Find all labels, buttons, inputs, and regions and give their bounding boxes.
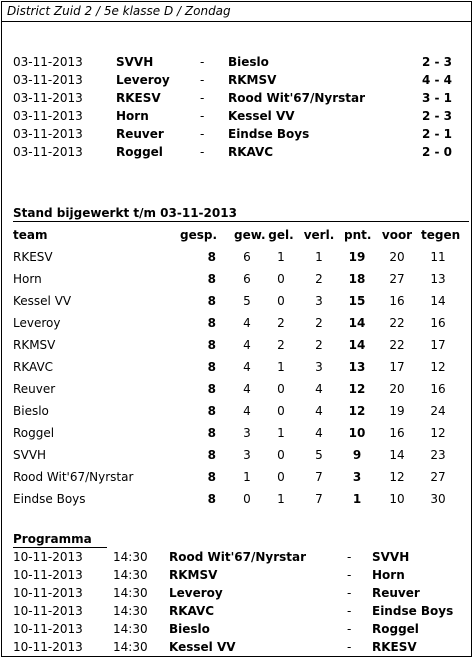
result-home-team: Reuver — [116, 127, 164, 141]
fixture-time: 14:30 — [113, 550, 148, 564]
standings-cell-gesp: 8 — [207, 316, 216, 330]
standings-cell-team: RKESV — [13, 250, 53, 264]
standings-cell-pnt: 12 — [348, 404, 366, 418]
standings-cell-gel: 2 — [277, 316, 285, 330]
standings-cell-tegen: 24 — [430, 404, 446, 418]
standings-row — [2, 380, 471, 398]
column-header-tegen: tegen — [421, 228, 461, 242]
standings-cell-gew: 6 — [243, 250, 251, 264]
fixture-date: 10-11-2013 — [13, 550, 83, 564]
standings-cell-gew: 4 — [243, 404, 251, 418]
standings-cell-verl: 4 — [315, 426, 323, 440]
standings-cell-voor: 27 — [389, 272, 405, 286]
result-away-team: Kessel VV — [228, 109, 295, 123]
standings-cell-team: Roggel — [13, 426, 55, 440]
standings-cell-gew: 3 — [243, 426, 251, 440]
fixture-time: 14:30 — [113, 604, 148, 618]
standings-cell-gew: 6 — [243, 272, 251, 286]
standings-cell-pnt: 10 — [348, 426, 366, 440]
standings-cell-verl: 4 — [315, 382, 323, 396]
standings-cell-pnt: 14 — [348, 338, 366, 352]
result-separator: - — [200, 73, 205, 87]
standings-cell-team: Horn — [13, 272, 42, 286]
standings-cell-pnt: 9 — [352, 448, 362, 462]
result-home-team: Leveroy — [116, 73, 170, 87]
standings-row — [2, 402, 471, 420]
fixture-time: 14:30 — [113, 586, 148, 600]
fixture-row — [2, 638, 471, 656]
standings-cell-gesp: 8 — [207, 404, 216, 418]
standings-cell-gesp: 8 — [207, 448, 216, 462]
column-header-verl: verl. — [303, 228, 335, 242]
fixture-separator: - — [347, 550, 352, 564]
standings-cell-gel: 0 — [277, 382, 285, 396]
standings-cell-gel: 0 — [277, 272, 285, 286]
result-separator: - — [200, 127, 205, 141]
standings-cell-team: RKMSV — [13, 338, 56, 352]
standings-cell-tegen: 23 — [430, 448, 446, 462]
standings-cell-verl: 3 — [315, 294, 323, 308]
standings-cell-gel: 2 — [277, 338, 285, 352]
result-date: 03-11-2013 — [13, 109, 83, 123]
standings-cell-gel: 0 — [277, 294, 285, 308]
standings-row — [2, 292, 471, 310]
standings-cell-verl: 2 — [315, 272, 323, 286]
result-score: 2 - 3 — [421, 109, 452, 123]
standings-cell-gesp: 8 — [207, 272, 216, 286]
standings-cell-verl: 2 — [315, 338, 323, 352]
standings-cell-gew: 0 — [243, 492, 251, 506]
result-date: 03-11-2013 — [13, 145, 83, 159]
fixture-date: 10-11-2013 — [13, 586, 83, 600]
result-away-team: Eindse Boys — [228, 127, 310, 141]
standings-cell-gel: 1 — [277, 426, 285, 440]
standings-cell-voor: 16 — [389, 426, 405, 440]
column-header-pnt: pnt. — [344, 228, 372, 242]
standings-cell-team: RKAVC — [13, 360, 54, 374]
fixture-separator: - — [347, 622, 352, 636]
result-date: 03-11-2013 — [13, 73, 83, 87]
fixture-away-team: RKESV — [372, 640, 417, 654]
standings-cell-gesp: 8 — [207, 250, 216, 264]
result-away-team: Bieslo — [228, 55, 269, 69]
standings-cell-verl: 1 — [315, 250, 323, 264]
standings-cell-pnt: 1 — [352, 492, 362, 506]
programma-title: Programma — [13, 532, 92, 546]
fixture-home-team: Rood Wit'67/Nyrstar — [169, 550, 307, 564]
fixture-time: 14:30 — [113, 568, 148, 582]
standings-cell-tegen: 16 — [430, 382, 446, 396]
standings-cell-verl: 2 — [315, 316, 323, 330]
standings-cell-gew: 4 — [243, 382, 251, 396]
result-away-team: RKAVC — [228, 145, 274, 159]
result-date: 03-11-2013 — [13, 127, 83, 141]
standings-row — [2, 248, 471, 266]
standings-cell-team: SVVH — [13, 448, 47, 462]
standings-cell-gew: 4 — [243, 338, 251, 352]
result-score: 2 - 0 — [421, 145, 452, 159]
result-separator: - — [200, 91, 205, 105]
standings-cell-voor: 19 — [389, 404, 405, 418]
standings-cell-team: Eindse Boys — [13, 492, 86, 506]
standings-cell-gesp: 8 — [207, 360, 216, 374]
standings-cell-gesp: 8 — [207, 338, 216, 352]
standings-row — [2, 358, 471, 376]
result-row — [2, 53, 471, 71]
result-score: 2 - 1 — [421, 127, 452, 141]
fixture-separator: - — [347, 604, 352, 618]
standings-cell-tegen: 27 — [430, 470, 446, 484]
fixture-row — [2, 620, 471, 638]
result-row — [2, 143, 471, 161]
fixture-row — [2, 548, 471, 566]
fixture-time: 14:30 — [113, 640, 148, 654]
standings-cell-gesp: 8 — [207, 294, 216, 308]
fixture-row — [2, 584, 471, 602]
fixture-home-team: Bieslo — [169, 622, 210, 636]
standings-cell-pnt: 15 — [348, 294, 366, 308]
fixture-date: 10-11-2013 — [13, 568, 83, 582]
standings-cell-gel: 0 — [277, 470, 285, 484]
result-separator: - — [200, 145, 205, 159]
fixture-separator: - — [347, 640, 352, 654]
standings-cell-gew: 1 — [243, 470, 251, 484]
fixture-home-team: Kessel VV — [169, 640, 236, 654]
standings-cell-tegen: 11 — [430, 250, 446, 264]
standings-cell-verl: 7 — [315, 470, 323, 484]
result-separator: - — [200, 109, 205, 123]
standings-row — [2, 468, 471, 486]
result-home-team: SVVH — [116, 55, 154, 69]
column-header-voor: voor — [381, 228, 413, 242]
fixture-row — [2, 602, 471, 620]
standings-cell-voor: 22 — [389, 316, 405, 330]
fixture-date: 10-11-2013 — [13, 640, 83, 654]
fixture-home-team: Leveroy — [169, 586, 223, 600]
standings-cell-gew: 4 — [243, 360, 251, 374]
fixture-separator: - — [347, 568, 352, 582]
standings-cell-pnt: 18 — [348, 272, 366, 286]
standings-cell-pnt: 3 — [352, 470, 362, 484]
standings-cell-voor: 20 — [389, 382, 405, 396]
standings-row — [2, 490, 471, 508]
fixture-away-team: Horn — [372, 568, 405, 582]
standings-cell-gew: 3 — [243, 448, 251, 462]
result-score: 4 - 4 — [421, 73, 452, 87]
standings-cell-gesp: 8 — [207, 382, 216, 396]
standings-cell-pnt: 12 — [348, 382, 366, 396]
standings-cell-voor: 16 — [389, 294, 405, 308]
standings-cell-pnt: 13 — [348, 360, 366, 374]
result-row — [2, 107, 471, 125]
fixture-away-team: Reuver — [372, 586, 420, 600]
standings-cell-gel: 0 — [277, 448, 285, 462]
standings-cell-voor: 12 — [389, 470, 405, 484]
standings-cell-team: Bieslo — [13, 404, 49, 418]
standings-cell-team: Rood Wit'67/Nyrstar — [13, 470, 134, 484]
result-date: 03-11-2013 — [13, 91, 83, 105]
result-row — [2, 125, 471, 143]
fixture-away-team: SVVH — [372, 550, 410, 564]
fixture-away-team: Eindse Boys — [372, 604, 454, 618]
fixture-separator: - — [347, 586, 352, 600]
fixture-home-team: RKMSV — [169, 568, 218, 582]
fixture-date: 10-11-2013 — [13, 622, 83, 636]
standings-cell-voor: 22 — [389, 338, 405, 352]
standings-cell-gesp: 8 — [207, 426, 216, 440]
result-away-team: RKMSV — [228, 73, 277, 87]
standings-cell-voor: 20 — [389, 250, 405, 264]
column-header-gesp: gesp. — [180, 228, 218, 242]
standings-cell-voor: 14 — [389, 448, 405, 462]
standings-cell-verl: 5 — [315, 448, 323, 462]
result-home-team: RKESV — [116, 91, 161, 105]
standings-row — [2, 424, 471, 442]
result-home-team: Roggel — [116, 145, 163, 159]
standings-cell-verl: 4 — [315, 404, 323, 418]
fixture-row — [2, 566, 471, 584]
fixture-away-team: Roggel — [372, 622, 419, 636]
fixture-date: 10-11-2013 — [13, 604, 83, 618]
standings-cell-gew: 5 — [243, 294, 251, 308]
standings-cell-gesp: 8 — [207, 492, 216, 506]
standings-cell-gel: 0 — [277, 404, 285, 418]
standings-row — [2, 270, 471, 288]
standings-cell-pnt: 19 — [348, 250, 366, 264]
standings-cell-tegen: 30 — [430, 492, 446, 506]
standings-row — [2, 336, 471, 354]
column-header-gew: gew. — [234, 228, 266, 242]
standings-cell-pnt: 14 — [348, 316, 366, 330]
standings-cell-tegen: 13 — [430, 272, 446, 286]
standings-row — [2, 314, 471, 332]
standings-cell-gel: 1 — [277, 492, 285, 506]
result-home-team: Horn — [116, 109, 149, 123]
standings-cell-tegen: 16 — [430, 316, 446, 330]
standings-cell-team: Reuver — [13, 382, 56, 396]
result-row — [2, 89, 471, 107]
standings-cell-gel: 1 — [277, 360, 285, 374]
standings-cell-tegen: 14 — [430, 294, 446, 308]
result-row — [2, 71, 471, 89]
column-header-team: team — [13, 228, 48, 242]
page-header: District Zuid 2 / 5e klasse D / Zondag — [2, 2, 471, 22]
standings-cell-verl: 7 — [315, 492, 323, 506]
result-separator: - — [200, 55, 205, 69]
page-frame — [1, 1, 472, 657]
result-score: 3 - 1 — [421, 91, 452, 105]
standings-cell-verl: 3 — [315, 360, 323, 374]
standings-cell-gesp: 8 — [207, 470, 216, 484]
column-header-gel: gel. — [268, 228, 294, 242]
result-score: 2 - 3 — [421, 55, 452, 69]
standings-title: Stand bijgewerkt t/m 03-11-2013 — [13, 206, 237, 220]
result-date: 03-11-2013 — [13, 55, 83, 69]
standings-cell-voor: 17 — [389, 360, 405, 374]
standings-cell-gel: 1 — [277, 250, 285, 264]
standings-cell-voor: 10 — [389, 492, 405, 506]
standings-cell-tegen: 17 — [430, 338, 446, 352]
standings-cell-tegen: 12 — [430, 426, 446, 440]
standings-row — [2, 446, 471, 464]
standings-cell-tegen: 12 — [430, 360, 446, 374]
fixture-time: 14:30 — [113, 622, 148, 636]
fixture-home-team: RKAVC — [169, 604, 215, 618]
result-away-team: Rood Wit'67/Nyrstar — [228, 91, 366, 105]
standings-cell-team: Leveroy — [13, 316, 61, 330]
standings-divider — [13, 221, 469, 222]
standings-cell-gew: 4 — [243, 316, 251, 330]
standings-cell-team: Kessel VV — [13, 294, 72, 308]
standings-header-row — [2, 226, 471, 244]
